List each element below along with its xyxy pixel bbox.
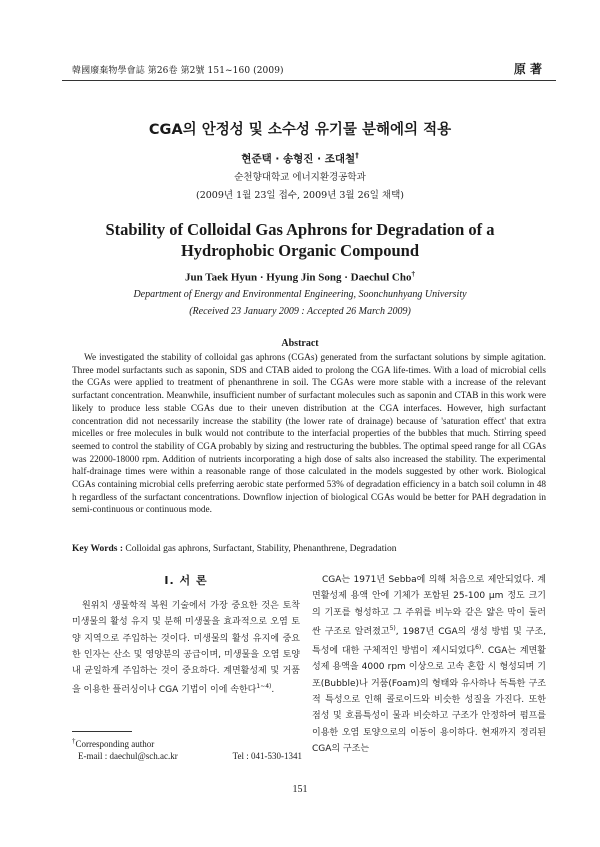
left-column bbox=[72, 568, 300, 699]
footnote-label-row bbox=[72, 735, 302, 750]
footnote-mark: † bbox=[72, 737, 76, 745]
english-affiliation: Department of Energy and Environmental Engineering, Soonchunhyang University bbox=[133, 289, 467, 300]
korean-authors bbox=[0, 151, 600, 166]
abstract-body: We investigated the stability of colloidal gas aphrons (CGAs) generated from the surfactant solutions by simple agitation. Three model surfactants such as saponin, SDS and CTAB aided to prolong the CGA life-times. With a load of microbial cells the CGAs were applied to treatment of phenanthrene in soil. The CGAs were more stable with a increase of the relevant surfactant concentration. Meanwhile, insufficient number of surfactant molecules such as saponin and CTAB in this work were likely to produce less stable CGAs due to their uneven distribution at the CGA interfaces. However, high surfactant concentration did not necessarily increase the stability (the lower rate of drainage) because of 'saturation effect' that extra micelles or free molecules in bulk would not contribute to the interfacial properties of the bubbles that much. Stirring speed seemed to control the stability of CGA probably by sizing and restructuring the bubbles. The optimal speed range for all CGAs was 22000-18000 rpm. Addition of nutrients incorporating a high dose of salts also increased the stability. The experimental half-drainage times were within a reasonable range of those calculated in the models suggested by other work. Biological CGAs containing microbial cells preferring aerobic state performed 53% of degradation efficiency in a batch soil column in 48 h regardless of the surfactant concentrations. Downflow injection of biological CGAs would be better for PAH degradation in semi-continuous or continuous mode. bbox=[72, 353, 546, 516]
journal-header: 韓國廢棄物學會誌 第26卷 第2號 151~160 (2009) bbox=[72, 66, 284, 76]
section-tag: 原 著 bbox=[513, 62, 542, 76]
keywords-text: Colloidal gas aphrons, Surfactant, Stability, Phenanthrene, Degradation bbox=[125, 544, 397, 554]
header-rule bbox=[62, 80, 556, 81]
citation-ref-6: 6) bbox=[475, 644, 482, 652]
korean-title: CGA의 안정성 및 소수성 유기물 분해에의 적용 bbox=[148, 122, 452, 138]
introduction-paragraph bbox=[72, 598, 300, 699]
right-text-3: . CGA는 계면활성제 용액을 4000 rpm 이상으로 고속 혼합 시 형성되며 기포(Bubble)나 거품(Foam)의 형태와 유사하나 독특한 구조적 특성으로 인해 콜로이드와 비슷한 성질을 가진다. 또한 점성 및 흐름특성이 물과 비슷하고 구조가 안정하여 펌프를 이용한 오염 토양으로의 이동이 용이하다. 현재까지 정리된 CGA의 구조는 bbox=[312, 646, 546, 754]
keywords-label: Key Words : bbox=[72, 544, 124, 554]
introduction-end: . bbox=[271, 685, 275, 696]
footnote-label: Corresponding author bbox=[75, 739, 155, 749]
footnote-email: E-mail : daechul@sch.ac.kr bbox=[78, 751, 178, 761]
korean-dates: (2009년 1월 23일 접수, 2009년 3월 26일 채택) bbox=[196, 190, 404, 201]
english-authors-names: Jun Taek Hyun · Hyung Jin Song · Daechul Cho bbox=[184, 271, 412, 284]
right-column bbox=[312, 572, 546, 757]
korean-authors-names: 현준택 · 송형진 · 조대철 bbox=[241, 153, 356, 165]
citation-ref: 1~4) bbox=[256, 683, 272, 691]
footnote-tel: Tel : 041-530-1341 bbox=[232, 751, 302, 761]
footnote-contact-row bbox=[72, 750, 302, 762]
abstract-heading: Abstract bbox=[281, 338, 319, 349]
right-text-1: CGA는 1971년 Sebba에 의해 처음으로 제안되었다. 계면활성제 용액 안에 기체가 포함된 25-100 μm 정도 크기의 기포를 형성하고 그 주위를 비누와 같은 얇은 막이 둘러싼 구조로 알려졌고 bbox=[312, 575, 546, 637]
introduction-text: 원위치 생물학적 복원 기술에서 가장 중요한 것은 토착 미생물의 활성 유지 및 분해 미생물을 효과적으로 오염 토양 지역으로 주입하는 것이다. 미생물의 활성 유지에 중요한 인자는 산소 및 영양분의 공급이며, 미생물을 오염 토양 내 균일하게 주입하는 것이 중요하다. 계면활성제 및 거품을 이용한 플러싱이나 CGA 기법이 이에 속한다 bbox=[72, 601, 300, 696]
english-dates: (Received 23 January 2009 : Accepted 26 March 2009) bbox=[189, 306, 411, 317]
korean-affiliation: 순천향대학교 에너지환경공학과 bbox=[234, 172, 366, 183]
footnote bbox=[72, 735, 302, 762]
english-title: Stability of Colloidal Gas Aphrons for Degradation of a Hydrophobic Organic Compound bbox=[105, 220, 495, 260]
right-text-2: , 1987년 CGA의 생성 방법 및 구조, 특성에 대한 구체적인 방법이 제시되었다 bbox=[312, 626, 547, 657]
footnote-rule bbox=[72, 731, 132, 732]
introduction-heading: I. 서 론 bbox=[164, 574, 208, 587]
keywords bbox=[72, 544, 546, 554]
right-paragraph bbox=[312, 572, 546, 757]
corresponding-mark-en: † bbox=[411, 270, 415, 278]
citation-ref-5: 5) bbox=[389, 624, 396, 632]
english-authors bbox=[0, 270, 600, 284]
page-number: 151 bbox=[292, 784, 308, 795]
corresponding-mark: † bbox=[355, 151, 359, 160]
